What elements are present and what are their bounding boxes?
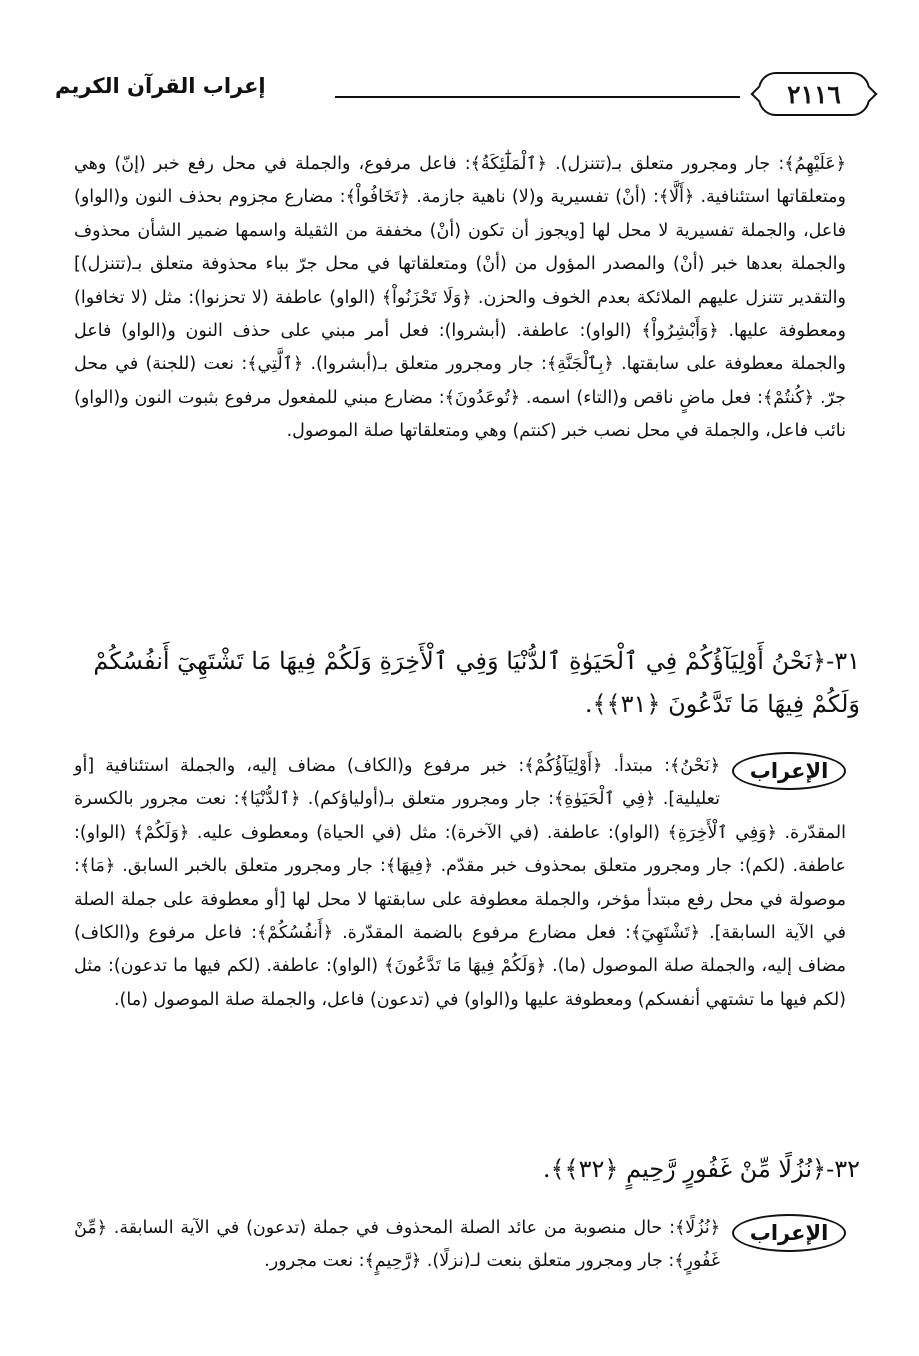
irab-32-section xyxy=(74,1212,846,1279)
irab-31-text: ﴿نَحْنُ﴾: مبتدأ. ﴿أَوْلِيَآؤُكُمْ﴾: خبر مرفوع و(الكاف) مضاف إليه، والجملة استئنافية [أو تعليلية]. ﴿فِي ٱلْحَيَوٰةِ﴾: جار ومجرور متعلق بـ(أولياؤكم). ﴿ٱلدُّنْيَا﴾: نعت مجرور بالكسرة المقدّرة. ﴿وَفِي ٱلْأَخِرَةِ﴾ (الواو): عاطفة. (في الآخرة): مثل (في الحياة) ومعطوف عليه. ﴿وَلَكُمْ﴾ (الواو): عاطفة. (لكم): جار ومجرور متعلق بمحذوف خبر مقدّم. ﴿فِيهَا﴾: جار ومجرور متعلق بالخبر السابق. ﴿مَا﴾: موصولة في محل رفع مبتدأ مؤخر، والجملة معطوفة على سابقتها لا محل لها [أو معطوفة على جملة الصلة في الآية السابقة]. ﴿تَشْتَهِيٓ﴾: فعل مضارع مرفوع بالضمة المقدّرة. ﴿أَنفُسُكُمْ﴾: فاعل مرفوع و(الكاف) مضاف إليه، والجملة صلة الموصول (ما). ﴿وَلَكُمْ فِيهَا مَا تَدَّعُونَ﴾ (الواو): عاطفة. (لكم فيها ما تدعون): مثل (لكم فيها ما تشتهي أنفسكم) ومعطوفة عليها و(الواو) في (تدعون) فاعل، والجملة صلة الموصول (ما). xyxy=(74,756,846,1010)
irab-32-text: ﴿نُزُلًا﴾: حال منصوبة من عائد الصلة المحذوف في جملة (تدعون) في الآية السابقة. ﴿مِّنْ غَفُورٍ﴾: جار ومجرور متعلق بنعت لـ(نزلًا). ﴿رَّحِيمٍ﴾: نعت مجرور. xyxy=(74,1218,720,1272)
irab-32-badge: الإعراب xyxy=(732,1214,846,1252)
irab-31-badge: الإعراب xyxy=(732,752,846,790)
verse-32-text: ﴿نُزُلًا مِّنْ غَفُورٍ رَّحِيمٍ ﴿٣٢﴾﴾. xyxy=(542,1155,827,1183)
page-number: ٢١١٦ xyxy=(758,72,870,116)
verse-32 xyxy=(70,1148,860,1191)
verse-32-number: ٣٢- xyxy=(826,1155,860,1183)
verse-31-number: ٣١- xyxy=(826,647,860,675)
header-rule xyxy=(335,96,740,98)
book-title: إعراب القرآن الكريم xyxy=(55,74,266,98)
continuation-paragraph: ﴿عَلَيْهِمُ﴾: جار ومجرور متعلق بـ(تتنزل). ﴿ٱلْمَلَٰٓئِكَةُ﴾: فاعل مرفوع، والجملة في محل رفع خبر (إنّ) وهي ومتعلقاتها استئنافية. ﴿أَلَّا﴾: (أنْ) تفسيرية و(لا) ناهية جازمة. ﴿تَخَافُواْ﴾: مضارع مجزوم بحذف النون و(الواو) فاعل، والجملة تفسيرية لا محل لها [ويجوز أن تكون (أنْ) مخففة من الثقيلة واسمها ضمير الشأن محذوف والجملة بعدها خبر (أنْ) والمصدر المؤول من (أنْ) ومتعلقاتها في محل جرّ بباء محذوفة متعلق بـ(تتنزل)] والتقدير تتنزل عليهم الملائكة بعدم الخوف والحزن. ﴿وَلَا تَحْزَنُواْ﴾ (الواو) عاطفة (لا تحزنوا): مثل (لا تخافوا) ومعطوفة عليها. ﴿وَأَبْشِرُواْ﴾ (الواو): عاطفة. (أبشروا): فعل أمر مبني على حذف النون و(الواو) فاعل والجملة معطوفة على سابقتها. ﴿بِٱلْجَنَّةِ﴾: جار ومجرور متعلق بـ(أبشروا). ﴿ٱلَّتِي﴾: نعت (للجنة) في محل جرّ. ﴿كُنتُمْ﴾: فعل ماضٍ ناقص و(التاء) اسمه. ﴿تُوعَدُونَ﴾: مضارع مبني للمفعول مرفوع بثبوت النون و(الواو) نائب فاعل، والجملة في محل نصب خبر (كنتم) وهي ومتعلقاتها صلة الموصول. xyxy=(74,154,846,442)
verse-31 xyxy=(70,640,860,726)
page-header xyxy=(55,68,870,118)
irab-31-section xyxy=(74,750,846,1017)
verse-31-text: ﴿نَحْنُ أَوْلِيَآؤُكُمْ فِي ٱلْحَيَوٰةِ ٱلدُّنْيَا وَفِي ٱلْأَخِرَةِ وَلَكُمْ فِيهَا مَا تَشْتَهِيٓ أَنفُسُكُمْ وَلَكُمْ فِيهَا مَا تَدَّعُونَ ﴿٣١﴾﴾. xyxy=(93,647,860,718)
